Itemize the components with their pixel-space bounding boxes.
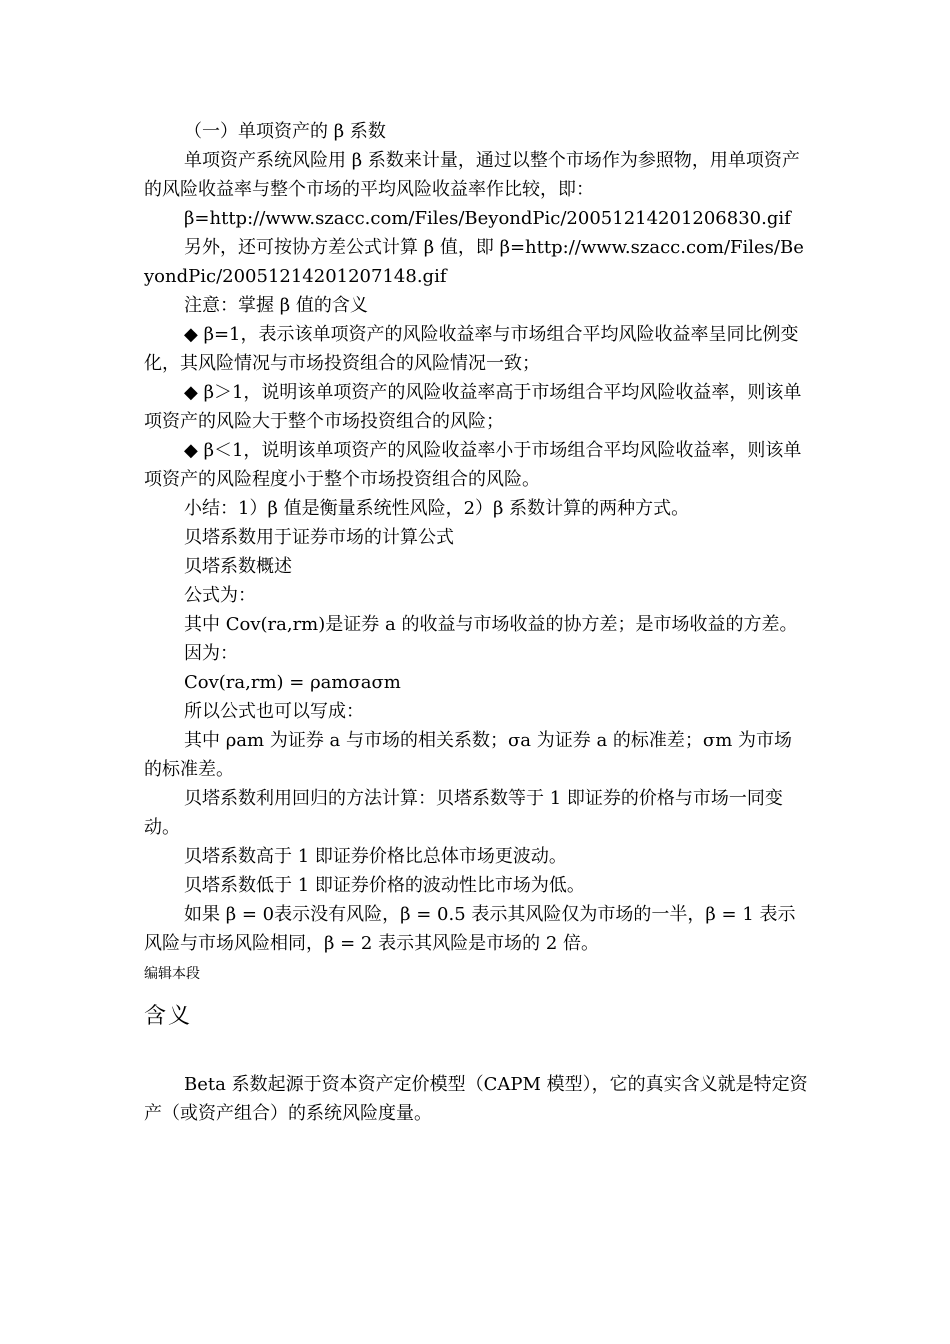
covariance-formula: Cov(ra,rm) = ρamσaσm xyxy=(184,672,401,693)
bullet-beta-equal-1: ◆ β=1，表示该单项资产的风险收益率与市场组合平均风险收益率呈同比例变化，其风险情况与市场投资组合的风险情况一致； xyxy=(144,324,799,374)
covariance-explanation: 其中 Cov(ra,rm)是证券 a 的收益与市场收益的协方差；是市场收益的方差。 xyxy=(184,614,798,635)
bullet-beta-less-1: ◆ β＜1，说明该单项资产的风险收益率小于市场组合平均风险收益率，则该单项资产的风险程度小于整个市场投资组合的风险。 xyxy=(144,440,802,490)
regression-explanation: 贝塔系数利用回归的方法计算：贝塔系数等于 1 即证券的价格与市场一同变动。 xyxy=(144,788,783,838)
note-meaning: 注意：掌握 β 值的含义 xyxy=(184,295,368,316)
beta-formula-link-2: 另外，还可按协方差公式计算 β 值，即 β=http://www.szacc.com/Files/BeyondPic/20051214201207148.gif xyxy=(144,237,804,287)
summary-line: 小结：1）β 值是衡量系统性风险，2）β 系数计算的两种方式。 xyxy=(184,498,690,519)
paragraph-intro: 单项资产系统风险用 β 系数来计量，通过以整个市场作为参照物，用单项资产的风险收益率与整个市场的平均风险收益率作比较，即： xyxy=(144,150,800,200)
subheading-overview: 贝塔系数概述 xyxy=(184,556,292,577)
formula-label: 公式为： xyxy=(184,585,256,606)
correlation-explanation: 其中 ρam 为证券 a 与市场的相关系数；σa 为证券 a 的标准差；σm 为市场的标准差。 xyxy=(144,730,792,780)
beta-formula-link-1: β=http://www.szacc.com/Files/BeyondPic/20051214201206830.gif xyxy=(184,208,791,229)
alternate-form-label: 所以公式也可以写成： xyxy=(184,701,364,722)
document-body xyxy=(144,117,809,1128)
beta-lower-than-1: 贝塔系数低于 1 即证券价格的波动性比市场为低。 xyxy=(184,875,585,896)
bullet-beta-greater-1: ◆ β＞1，说明该单项资产的风险收益率高于市场组合平均风险收益率，则该单项资产的风险大于整个市场投资组合的风险； xyxy=(144,382,802,432)
beta-examples: 如果 β = 0表示没有风险，β = 0.5 表示其风险仅为市场的一半，β = 1 表示风险与市场风险相同，β = 2 表示其风险是市场的 2 倍。 xyxy=(144,904,796,954)
subheading-market-formula: 贝塔系数用于证券市场的计算公式 xyxy=(184,527,454,548)
beta-higher-than-1: 贝塔系数高于 1 即证券价格比总体市场更波动。 xyxy=(184,846,567,867)
closing-paragraph: Beta 系数起源于资本资产定价模型（CAPM 模型），它的真实含义就是特定资产（或资产组合）的系统风险度量。 xyxy=(144,1074,808,1124)
subsection-title: （一）单项资产的 β 系数 xyxy=(184,121,386,142)
edit-section-link[interactable]: 编辑本段 xyxy=(144,966,200,982)
section-title: 含义 xyxy=(144,1004,193,1029)
section-spacer xyxy=(144,1032,809,1070)
because-label: 因为： xyxy=(184,643,238,664)
